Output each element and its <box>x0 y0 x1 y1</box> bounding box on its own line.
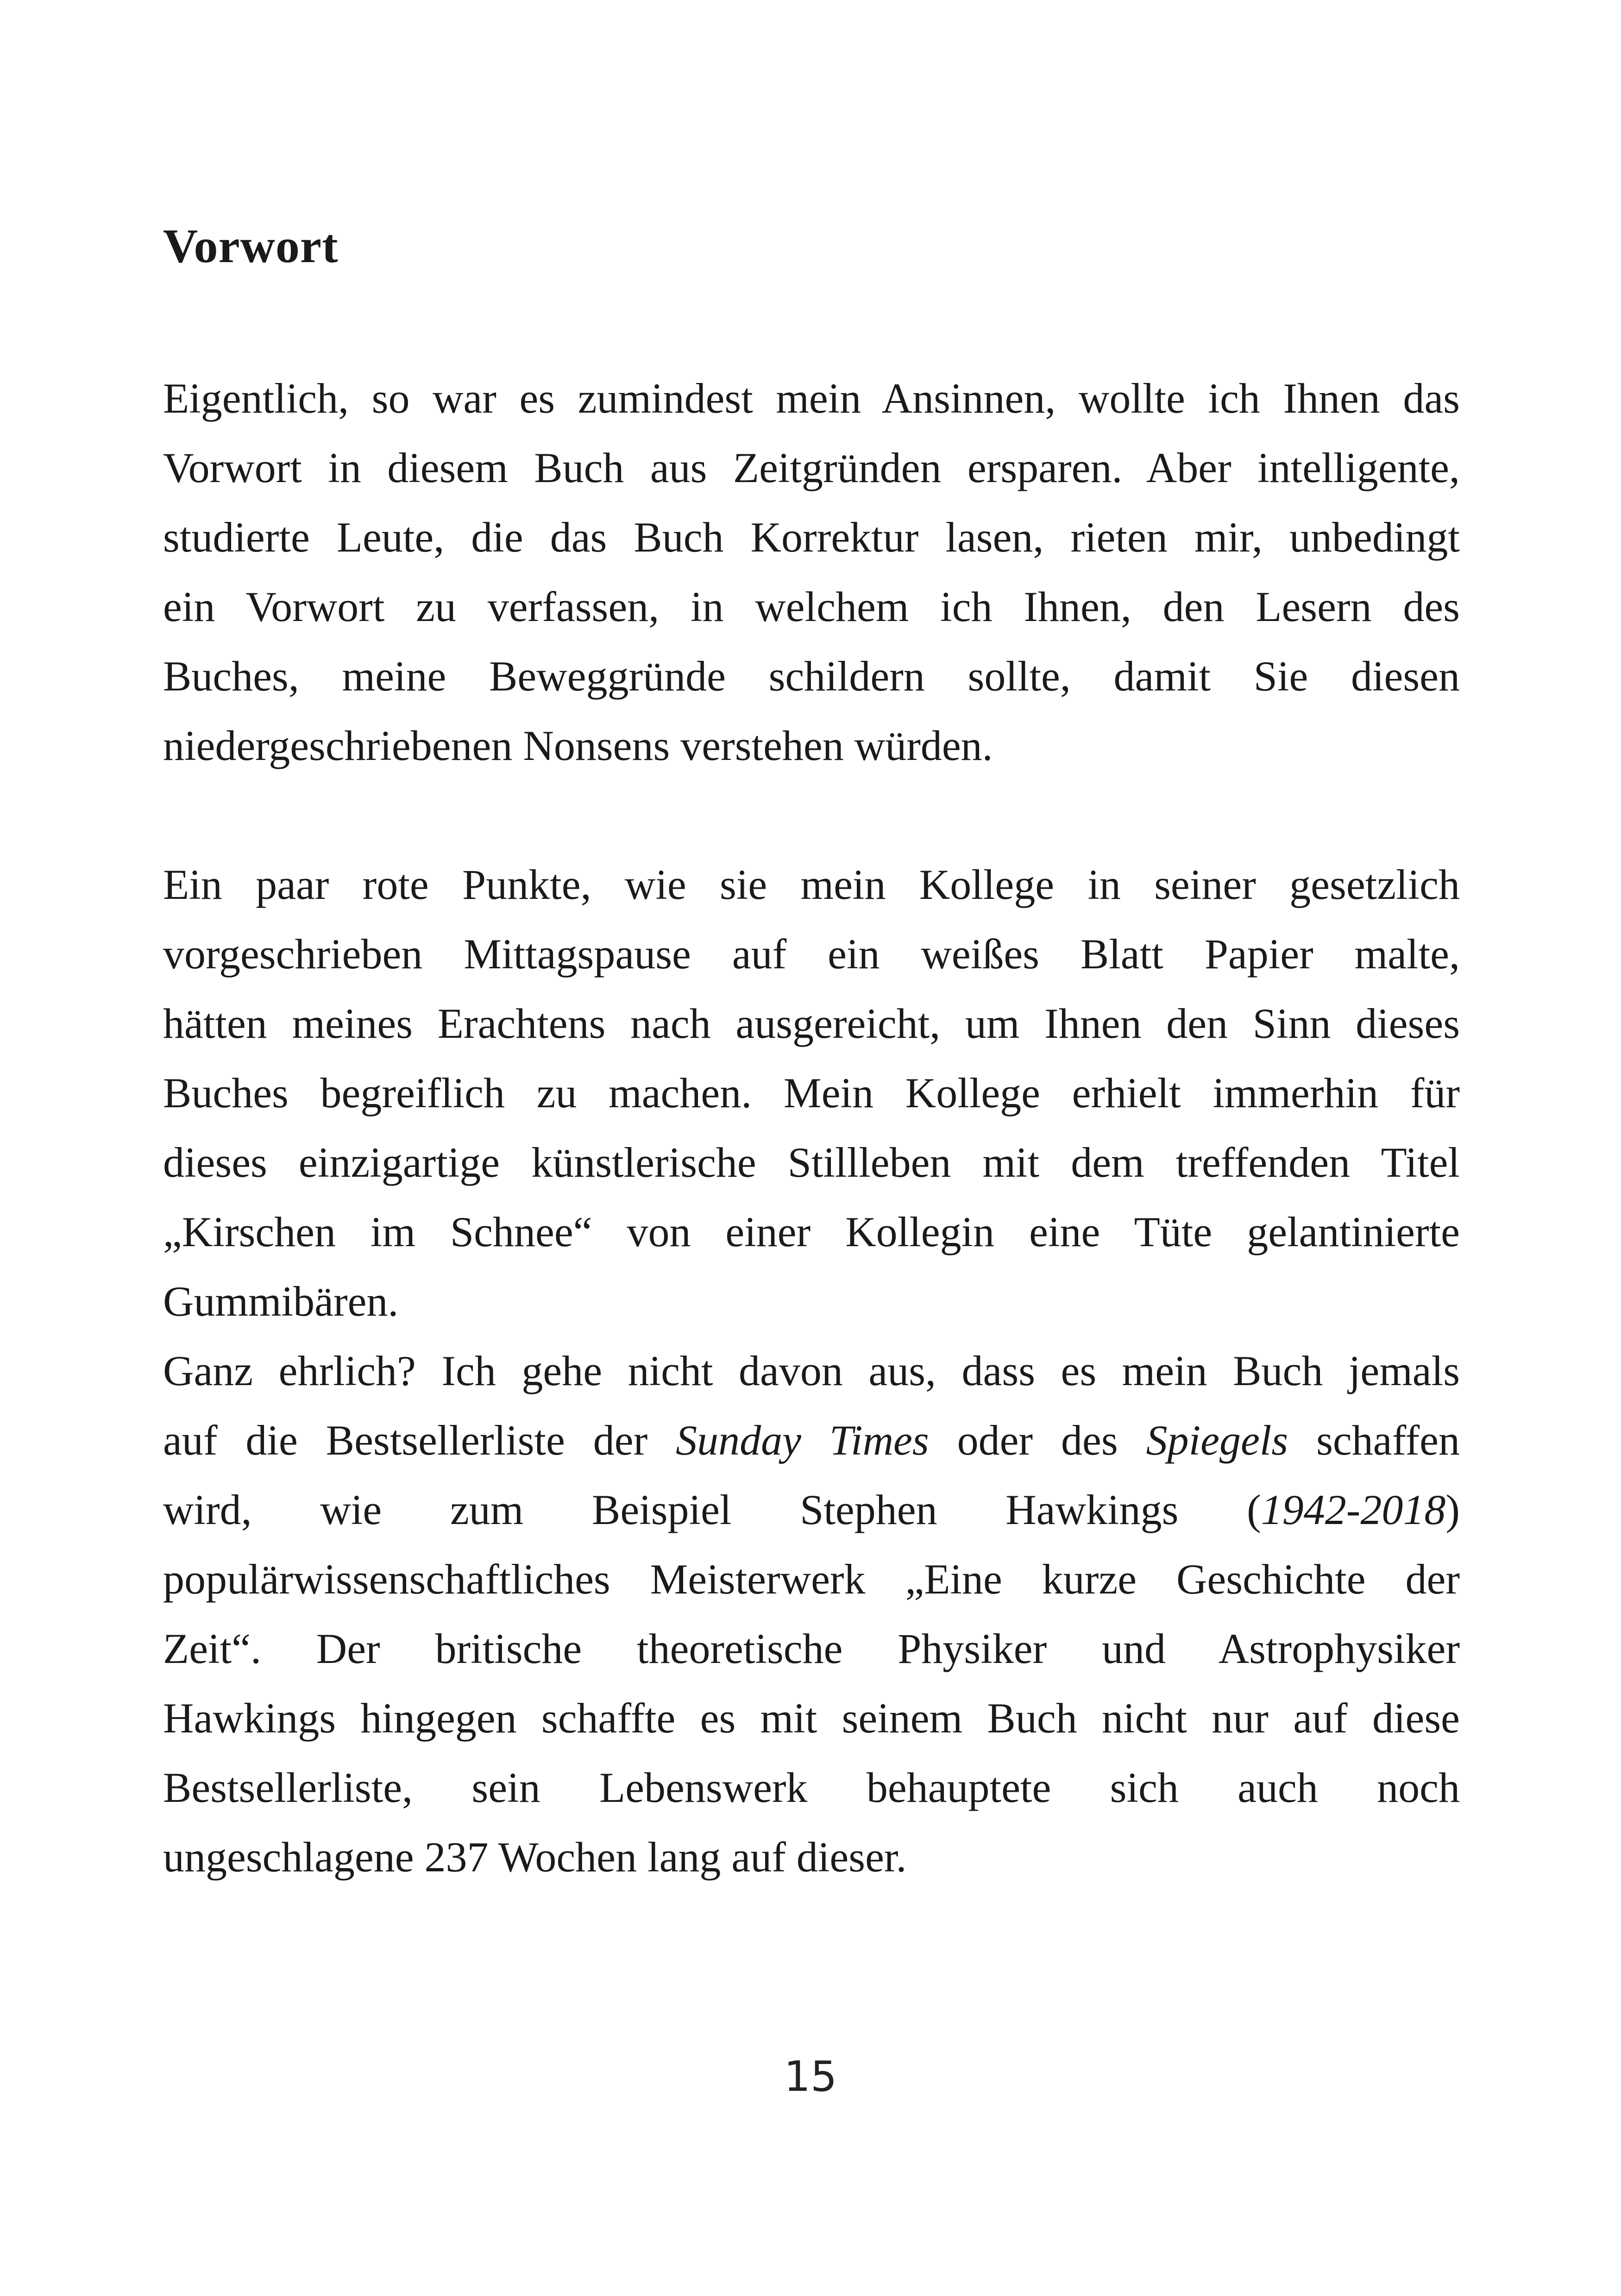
text-line: hätten meines Erachtens nach ausgereicht, um Ihnen den Sinn dieses <box>163 1000 1460 1047</box>
text-line: Zeit“. Der britische theoretische Physiker und Astrophysiker <box>163 1625 1460 1672</box>
text-line: Bestsellerliste, sein Lebenswerk behauptete sich auch noch <box>163 1764 1460 1811</box>
text-line: „Kirschen im Schnee“ von einer Kollegin eine Tüte gelantinierte <box>163 1208 1460 1255</box>
text-line: Eigentlich, so war es zumindest mein Ansinnen, wollte ich Ihnen das <box>163 375 1460 422</box>
italic-title-sunday-times: Sunday Times <box>676 1417 929 1464</box>
text-segment: wird, wie zum Beispiel Stephen Hawkings ( <box>163 1486 1261 1533</box>
text-line: Gummibären. <box>163 1278 399 1325</box>
paragraph-2 <box>163 850 1460 1892</box>
text-line: Buches, meine Beweggründe schildern sollte, damit Sie diesen <box>163 652 1460 700</box>
text-segment: auf die Bestsellerliste der <box>163 1417 676 1464</box>
italic-years: 1942-2018 <box>1261 1486 1446 1533</box>
paragraph-1 <box>163 364 1460 780</box>
chapter-heading: Vorwort <box>163 220 339 273</box>
text-segment: oder des <box>929 1417 1146 1464</box>
text-line-with-italics <box>163 1405 1460 1475</box>
text-line: Hawkings hingegen schaffte es mit seinem Buch nicht nur auf diese <box>163 1694 1460 1742</box>
text-line: studierte Leute, die das Buch Korrektur lasen, rieten mir, unbedingt <box>163 514 1460 561</box>
text-line: Vorwort in diesem Buch aus Zeitgründen ersparen. Aber intelligente, <box>163 444 1460 491</box>
italic-title-spiegels: Spiegels <box>1146 1417 1288 1464</box>
text-segment: schaffen <box>1288 1417 1460 1464</box>
text-line: ein Vorwort zu verfassen, in welchem ich Ihnen, den Lesern des <box>163 583 1460 630</box>
text-line: Ein paar rote Punkte, wie sie mein Kollege in seiner gesetzlich <box>163 861 1460 908</box>
text-line: vorgeschrieben Mittagspause auf ein weißes Blatt Papier malte, <box>163 930 1460 978</box>
text-line-with-italics <box>163 1475 1460 1544</box>
page-number: 15 <box>784 2052 837 2101</box>
text-line: Ganz ehrlich? Ich gehe nicht davon aus, dass es mein Buch jemals <box>163 1347 1460 1394</box>
text-line: dieses einzigartige künstlerische Stillleben mit dem treffenden Titel <box>163 1139 1460 1186</box>
text-line: ungeschlagene 237 Wochen lang auf dieser. <box>163 1833 907 1881</box>
text-line: niedergeschriebenen Nonsens verstehen würden. <box>163 722 993 769</box>
text-segment: ) <box>1445 1486 1460 1533</box>
text-line: populärwissenschaftliches Meisterwerk „Eine kurze Geschichte der <box>163 1556 1460 1603</box>
text-line: Buches begreiflich zu machen. Mein Kollege erhielt immerhin für <box>163 1069 1460 1117</box>
